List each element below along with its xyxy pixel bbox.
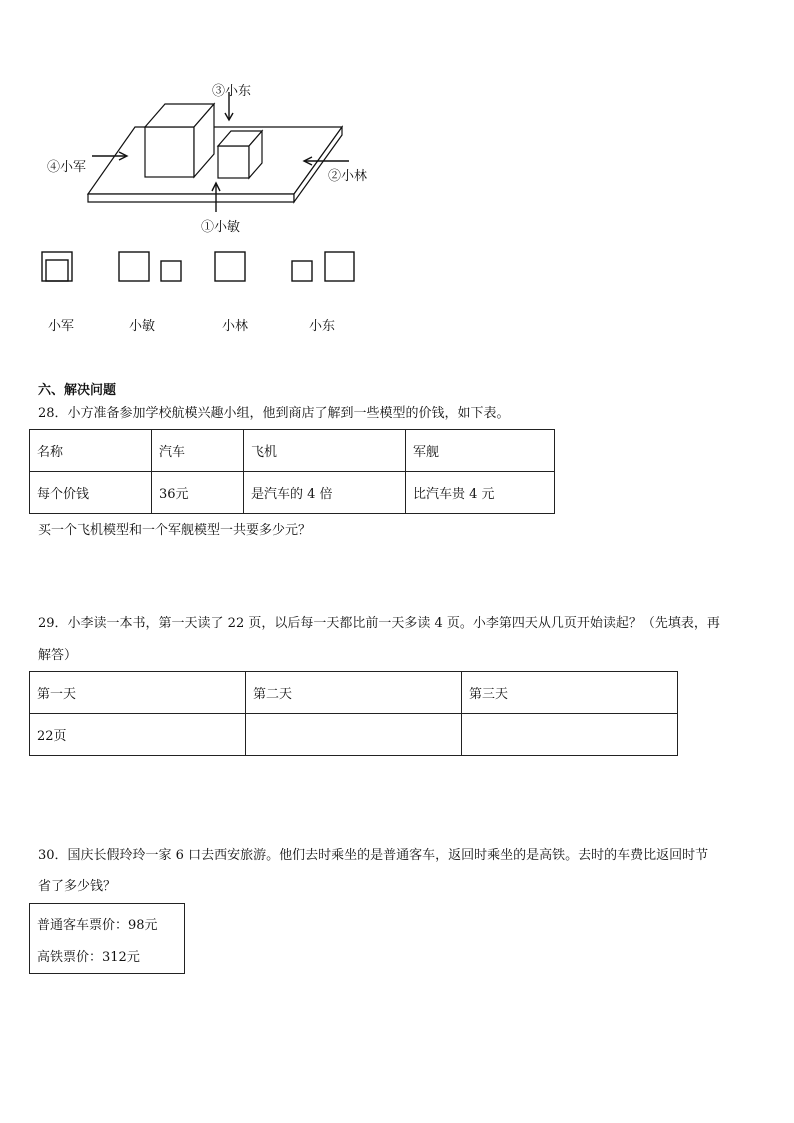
table-header-cell: 名称 (30, 430, 152, 472)
q30-text-line1: 30．国庆长假玲玲一家 6 口去西安旅游。他们去时乘坐的是普通客车，返回时乘坐的是高铁。去时的车费比返回时节 (38, 848, 709, 863)
platform-front (88, 194, 294, 202)
q28-text: 28．小方准备参加学校航模兴趣小组，他到商店了解到一些模型的价钱，如下表。 (38, 406, 510, 421)
view-xiaomin-shape (119, 252, 181, 281)
view-xiaodong-shape (292, 252, 354, 281)
label-right-view: ②小林 (328, 169, 368, 184)
table-cell: 22页 (30, 714, 246, 756)
table-cell-blank[interactable] (246, 714, 462, 756)
view-caption-xiaodong: 小东 (309, 319, 336, 334)
q29-reading-table (29, 671, 678, 756)
small-cube (218, 131, 262, 178)
table-header-cell: 第一天 (30, 672, 246, 714)
table-header-cell: 第三天 (462, 672, 678, 714)
section-heading: 六、解决问题 (38, 383, 117, 398)
view-caption-xiaomin: 小敏 (129, 319, 156, 334)
label-left-view: ④小军 (47, 160, 87, 175)
view-caption-xiaojun: 小军 (48, 319, 75, 334)
q30-price-box (29, 903, 185, 974)
table-cell: 36元 (152, 472, 244, 514)
q28-price-table (29, 429, 555, 514)
table-row (30, 714, 678, 756)
view-xiaolin-shape (215, 252, 245, 281)
table-cell: 每个价钱 (30, 472, 152, 514)
table-cell: 是汽车的 4 倍 (244, 472, 406, 514)
table-header-cell: 汽车 (152, 430, 244, 472)
table-header-cell: 第二天 (246, 672, 462, 714)
table-cell-blank[interactable] (462, 714, 678, 756)
cubes-figure (0, 0, 794, 240)
view-caption-xiaolin: 小林 (222, 319, 249, 334)
price-line-bus: 普通客车票价：98元 (37, 918, 158, 933)
price-line-highspeed-rail: 高铁票价：312元 (37, 950, 140, 965)
table-row (30, 430, 555, 472)
label-top-view: ③小东 (212, 84, 252, 99)
table-header-cell: 军舰 (406, 430, 555, 472)
q29-text-line1: 29．小李读一本书，第一天读了 22 页，以后每一天都比前一天多读 4 页。小李第四天从几页开始读起？（先填表，再 (38, 616, 720, 631)
view-options (0, 240, 794, 300)
view-xiaojun-shape (42, 252, 72, 281)
large-cube (145, 104, 214, 177)
label-front-view: ①小敏 (201, 220, 241, 235)
table-header-cell: 飞机 (244, 430, 406, 472)
q28-question: 买一个飞机模型和一个军舰模型一共要多少元？ (38, 523, 312, 538)
table-row (30, 472, 555, 514)
q29-text-line2: 解答） (38, 648, 78, 663)
q30-text-line2: 省了多少钱？ (38, 879, 117, 894)
table-cell: 比汽车贵 4 元 (406, 472, 555, 514)
table-row (30, 672, 678, 714)
